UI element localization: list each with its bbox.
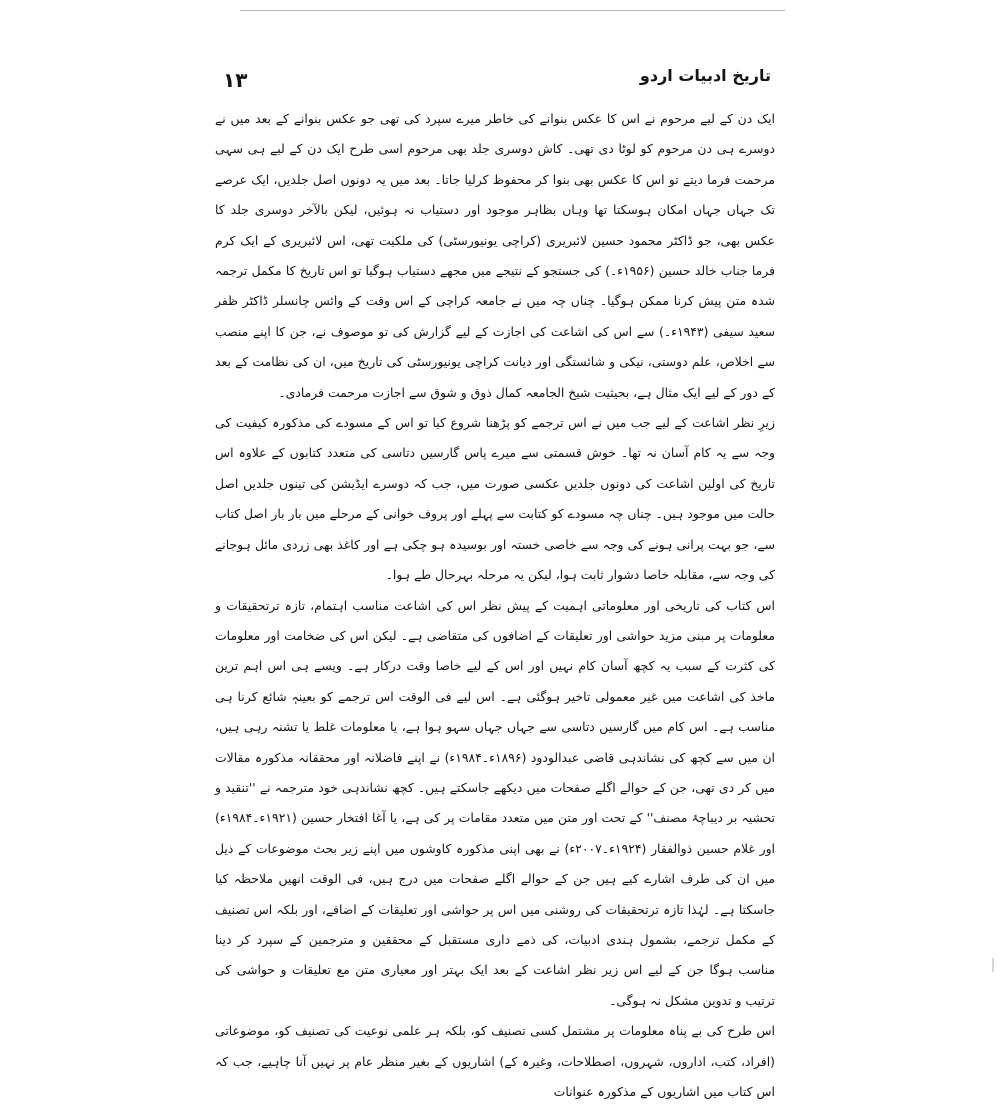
page-number: ۱۳ [223, 68, 248, 92]
paragraph-2: زیرِ نظر اشاعت کے لیے جب میں نے اس ترجمے کو پڑھنا شروع کیا تو اس کے مسودے کی مذکورہ کیفیت کی وجہ سے یہ کام آسان نہ تھا۔ خوش قسمتی سے میرے پاس گارسیں دتاسی کی متعدد کتابوں کے علاوہ اس تاریخ کی اولین اشاعت کی دونوں جلدیں عکسی صورت میں، جب کہ دوسرے ایڈیشن کی تینوں جلدیں اصل حالت میں موجود ہیں۔ چناں چہ مسودے کو کتابت سے پہلے اور پروف خوانی کے مرحلے میں بار بار اصل کتاب سے، جو بہت پرانی ہونے کی وجہ سے خاصی خستہ اور بوسیدہ ہو چکی ہے اور کاغذ بھی زردی مائل ہوجانے کی وجہ سے، مقابلہ خاصا دشوار ثابت ہوا، لیکن یہ مرحلہ بہرحال طے ہوا۔ [215, 415, 775, 583]
body-text [215, 104, 775, 1107]
paragraph-4: اس طرح کی بے پناہ معلومات پر مشتمل کسی تصنیف کو، بلکہ ہر علمی نوعیت کی تصنیف کو، موضوعاتی (افراد، کتب، اداروں، شہروں، اصطلاحات، وغیرہ کے) اشاریوں کے بغیر منظر عام پر نہیں آنا چاہیے، جب کہ اس کتاب میں اشاریوں کے مذکورہ عنوانات [215, 1023, 775, 1099]
paragraph-3: اس کتاب کی تاریخی اور معلوماتی اہمیت کے پیش نظر اس کی اشاعت مناسب اہتمام، تازہ ترتحقیقات و معلومات پر مبنی مزید حواشی اور تعلیقات کے اضافوں کی متقاضی ہے۔ لیکن اس کی ضخامت اور معلومات کی کثرت کے سبب یہ کچھ آسان کام نہیں اور اس کے لیے خاصا وقت درکار ہے۔ ویسے ہی اس اہم ترین ماخذ کی اشاعت میں غیر معمولی تاخیر ہوگئی ہے۔ اس لیے فی الوقت اس ترجمے کو بعینہٖ شائع کرنا ہی مناسب ہے۔ اس کام میں گارسیں دتاسی سے جہاں جہاں سہو ہوا ہے، یا معلومات غلط یا تشنہ رہی ہیں، ان میں سے کچھ کی نشاندہی قاضی عبدالودود (۱۸۹۶ء۔۱۹۸۴ء) نے اپنے فاضلانہ اور محققانہ مذکورہ مقالات میں کر دی تھی، جن کے حوالے اگلے صفحات میں دیکھے جاسکتے ہیں۔ کچھ نشاندہی خود مترجمہ نے ''تنقید و تحشیہ بر دیباچۂ مصنف'' کے تحت اور متن میں متعدد مقامات پر کی ہے، یا آغا افتخار حسین (۱۹۲۱ء۔۱۹۸۴ء) اور غلام حسین ذوالفقار (۱۹۲۴ء۔۲۰۰۷ء) نے بھی اپنی مذکورہ کاوشوں میں اپنے زیر بحث موضوعات کے ذیل میں ان کی طرف اشارے کیے ہیں جن کے حوالے اگلے صفحات میں درج ہیں، فی الوقت انھیں ملاحظہ کیا جاسکتا ہے۔ لہٰذا تازہ ترتحقیقات کی روشنی میں اس پر حواشی اور تعلیقات کے اضافے، اور بلکہ اس تصنیف کے مکمل ترجمے، بشمول ہندی ادبیات، کی ذمے داری مستقبل کے محققین و مترجمین کے سپرد کر دینا مناسب ہوگا جن کے لیے اس زیر نظر اشاعت کے بعد ایک بہتر اور معیاری متن مع تعلیقات و حواشی کی ترتیب و تدوین مشکل نہ ہوگی۔ [215, 597, 775, 1008]
book-page [215, 60, 776, 1099]
paragraph-1: ایک دن کے لیے مرحوم نے اس کا عکس بنوانے کی خاطر میرے سپرد کی تھی جو عکس بنوانے کے بعد میں نے دوسرے ہی دن مرحوم کو لوٹا دی تھی۔ کاش دوسری جلد بھی مرحوم اسی طرح ایک دن کے لیے ہی سہی مرحمت فرما دیتے تو اس کا عکس بھی بنوا کر محفوظ کرلیا جاتا۔ بعد میں یہ دونوں اصل جلدیں، ایک عرصے تک جہاں جہاں امکان ہوسکتا تھا وہاں بظاہر موجود اور دستیاب نہ ہوئیں، لیکن بالآخر دوسری جلد کا عکس بھی، جو ڈاکٹر محمود حسین لائبریری (کراچی یونیورسٹی) کی ملکیت تھی، اس لائبریری کے ایک کرم فرما جناب خالد حسین (۱۹۵۶ء۔) کی جستجو کے نتیجے میں مجھے دستیاب ہوگیا تو اس تاریخ کا مکمل ترجمہ شدہ متن پیش کرنا ممکن ہوگیا۔ چناں چہ میں نے جامعہ کراچی کے اس وقت کے وائس چانسلر ڈاکٹر ظفر سعید سیفی (۱۹۴۳ء۔) سے اس کی اشاعت کی اجازت کے لیے گزارش کی تو موصوف نے، جن کا اپنے منصب سے اخلاص، علم دوستی، نیکی و شائستگی اور دیانت کراچی یونیورسٹی کی تاریخ میں، ان کی نظامت کے بعد کے دور کے لیے ایک مثال ہے، بحیثیت شیخ الجامعہ کمال ذوق و شوق سے اجازت مرحمت فرمادی۔ [215, 111, 776, 400]
running-head [215, 60, 775, 104]
scan-edge-mark [992, 958, 994, 972]
running-head-title: تاریخ ادبیات اردو [639, 66, 771, 85]
top-rule [240, 10, 785, 11]
